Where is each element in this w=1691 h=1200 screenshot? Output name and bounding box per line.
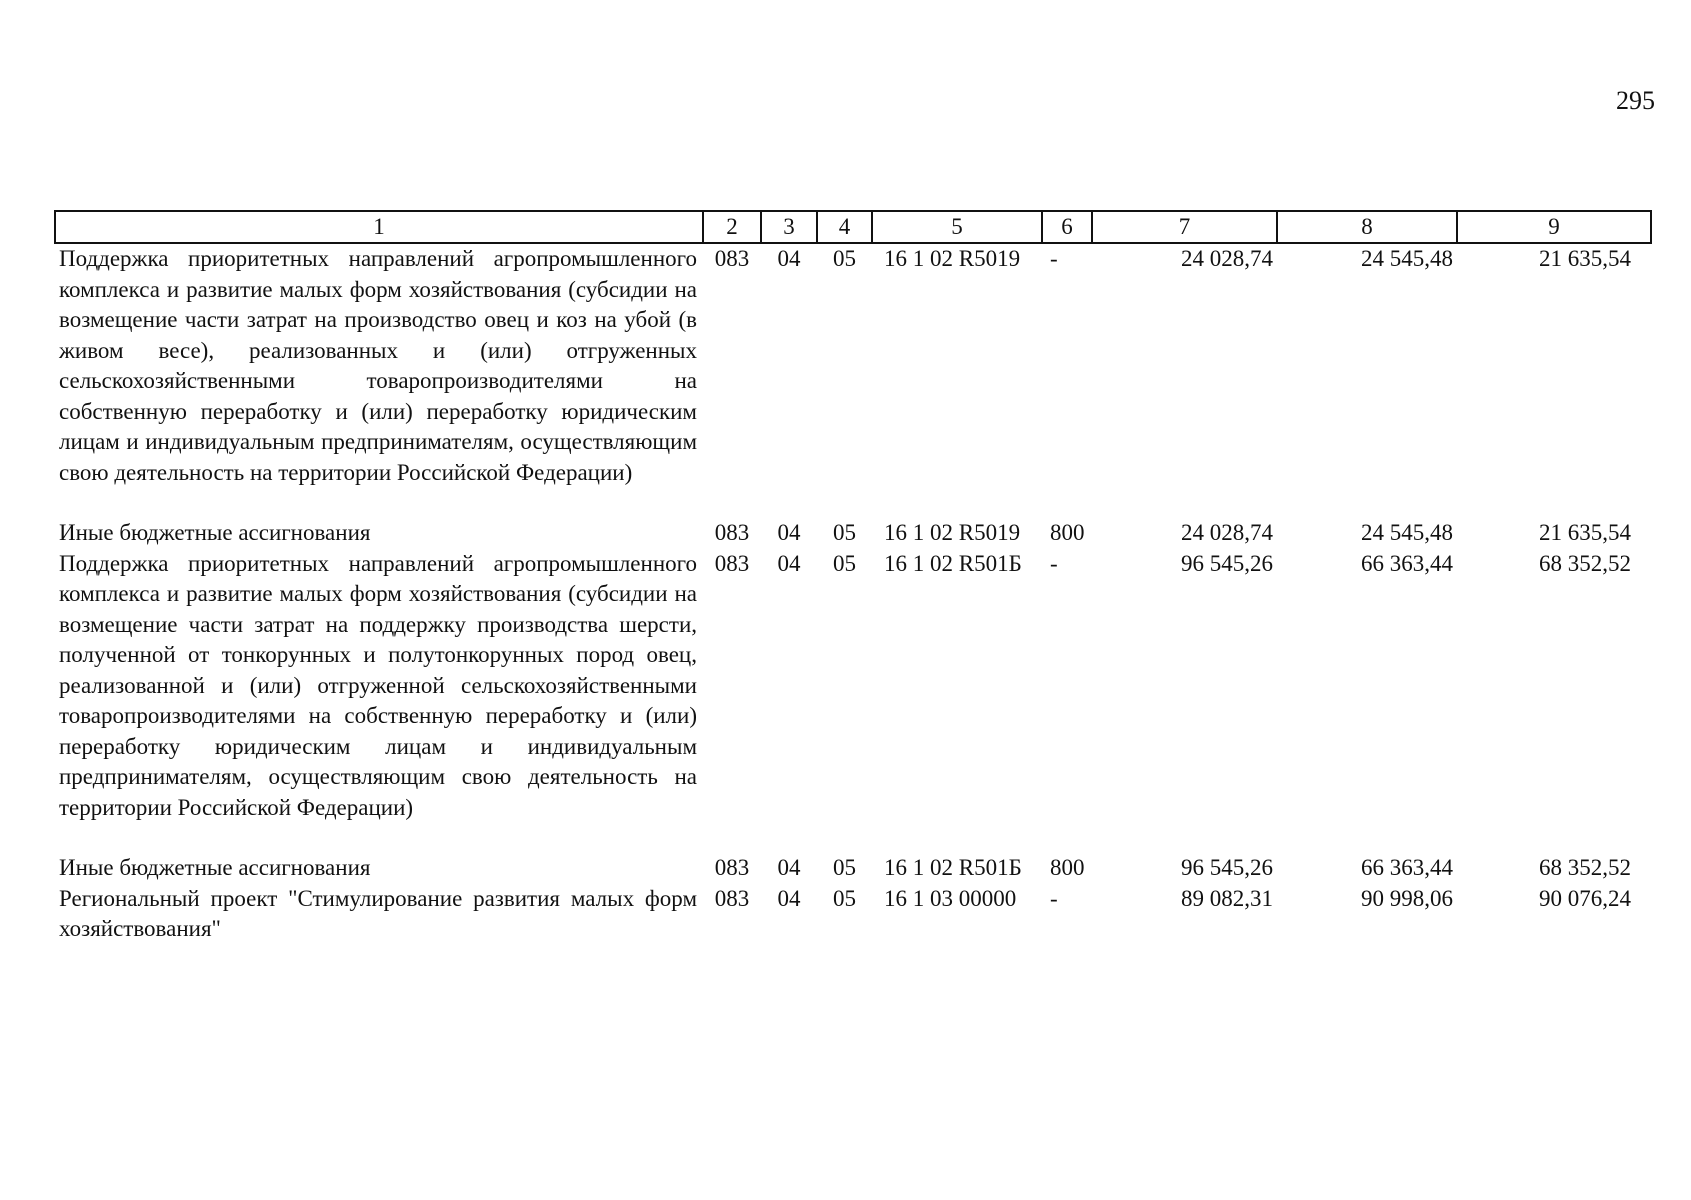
- column-header: 3: [761, 211, 817, 243]
- cell-target-article: 16 1 03 00000: [884, 885, 1017, 911]
- column-header: 4: [817, 211, 872, 243]
- cell-expense-type: -: [1050, 550, 1058, 576]
- cell-amount-8: 90 998,06: [1361, 885, 1453, 911]
- column-header: 9: [1457, 211, 1651, 243]
- column-header: 7: [1092, 211, 1277, 243]
- cell-section: 04: [777, 885, 801, 911]
- cell-amount-7: 96 545,26: [1181, 550, 1273, 576]
- cell-amount-7: 96 545,26: [1181, 855, 1273, 880]
- row-name: Региональный проект "Стимулирование развития малых форм хозяйствования": [59, 885, 697, 941]
- column-header: 2: [703, 211, 761, 243]
- cell-subsection: 05: [833, 520, 856, 545]
- row-name: Иные бюджетные ассигнования: [59, 855, 371, 880]
- cell-amount-9: 90 076,24: [1539, 885, 1631, 911]
- cell-target-article: 16 1 02 R5019: [884, 520, 1021, 545]
- cell-target-article: 16 1 02 R5019: [884, 246, 1021, 271]
- cell-amount-8: 24 545,48: [1361, 246, 1453, 271]
- cell-amount-8: 66 363,44: [1361, 855, 1453, 880]
- cell-amount-8: 66 363,44: [1361, 550, 1453, 576]
- cell-section: 04: [777, 550, 801, 576]
- column-header: 5: [872, 211, 1042, 243]
- column-header: 1: [55, 211, 703, 243]
- cell-amount-9: 21 635,54: [1539, 520, 1631, 545]
- cell-amount-7: 24 028,74: [1181, 246, 1273, 271]
- budget-table: [54, 210, 1652, 945]
- cell-admin-code: 083: [714, 885, 750, 911]
- cell-section: 04: [777, 520, 801, 545]
- table-row: [55, 549, 1651, 854]
- cell-section: 04: [777, 855, 801, 880]
- cell-subsection: 05: [833, 855, 856, 880]
- cell-expense-type: -: [1050, 885, 1058, 911]
- table-row: [55, 243, 1651, 518]
- table-row: [55, 518, 1651, 549]
- cell-expense-type: -: [1050, 246, 1058, 271]
- row-name: Поддержка приоритетных направлений агропромышленного комплекса и развитие малых форм хозяйствования (субсидии на возмещение части затрат на производство овец и коз на убой (в живом весе), реализованных и (или) отгруженных сельскохозяйственными товаропроизводителями на собственную переработку и (или) переработку юридическим лицам и индивидуальным предпринимателям, осуществляющим свою деятельность на территории Российской Федерации): [59, 246, 697, 485]
- cell-amount-8: 24 545,48: [1361, 520, 1453, 545]
- page-number: 295: [1616, 86, 1655, 115]
- column-header: 8: [1277, 211, 1457, 243]
- row-name: Поддержка приоритетных направлений агропромышленного комплекса и развитие малых форм хозяйствования (субсидии на возмещение части затрат на поддержку производства шерсти, полученной от тонкорунных и полутонкорунных пород овец, реализованной и (или) отгруженной сельскохозяйственными товаропроизводителями на собственную переработку и (или) переработку юридическим лицам и индивидуальным предпринимателям, осуществляющим свою деятельность на территории Российской Федерации): [59, 550, 697, 820]
- table-header-row: [55, 211, 1651, 243]
- cell-subsection: 05: [833, 885, 856, 911]
- column-header: 6: [1042, 211, 1092, 243]
- cell-target-article: 16 1 02 R501Б: [884, 550, 1022, 576]
- cell-expense-type: 800: [1050, 855, 1085, 880]
- table-row: [55, 853, 1651, 884]
- table-row: [55, 884, 1651, 945]
- cell-amount-7: 89 082,31: [1181, 885, 1273, 911]
- cell-admin-code: 083: [714, 520, 750, 545]
- cell-amount-9: 21 635,54: [1539, 246, 1631, 271]
- cell-expense-type: 800: [1050, 520, 1085, 545]
- cell-section: 04: [777, 246, 801, 271]
- cell-admin-code: 083: [714, 550, 750, 576]
- row-name: Иные бюджетные ассигнования: [59, 520, 371, 545]
- cell-subsection: 05: [833, 550, 856, 576]
- cell-amount-9: 68 352,52: [1539, 550, 1631, 576]
- cell-amount-7: 24 028,74: [1181, 520, 1273, 545]
- cell-subsection: 05: [833, 246, 856, 271]
- cell-amount-9: 68 352,52: [1539, 855, 1631, 880]
- cell-admin-code: 083: [714, 246, 750, 271]
- cell-admin-code: 083: [714, 855, 750, 880]
- cell-target-article: 16 1 02 R501Б: [884, 855, 1022, 880]
